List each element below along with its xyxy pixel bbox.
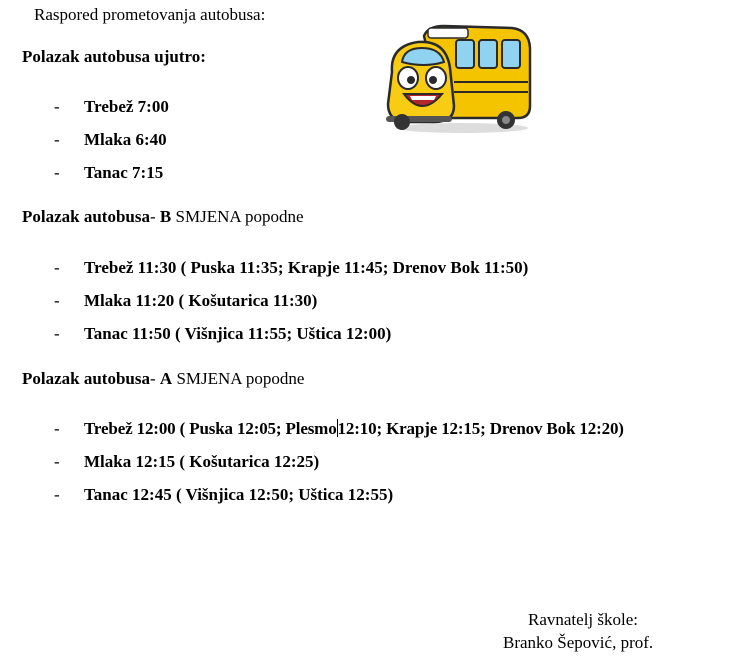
shift-b-heading: Polazak autobusa- B SMJENA popodne xyxy=(22,207,304,226)
list-item: Trebež 11:30 ( Puska 11:35; Krapje 11:45; Drenov Bok 11:50) xyxy=(84,258,529,277)
list-bullet: - xyxy=(54,258,60,277)
list-item: Trebež 12:00 ( Puska 12:05; Plesmo12:10; Krapje 12:15; Drenov Bok 12:20) xyxy=(84,419,624,438)
list-item: Trebež 7:00 xyxy=(84,97,169,116)
list-item: Mlaka 6:40 xyxy=(84,130,167,149)
list-bullet: - xyxy=(54,291,60,310)
list-item: Tanac 12:45 ( Višnjica 12:50; Uštica 12:55) xyxy=(84,485,394,504)
morning-heading: Polazak autobusa ujutro: xyxy=(22,47,206,66)
list-item: Mlaka 12:15 ( Košutarica 12:25) xyxy=(84,452,320,471)
school-bus-icon xyxy=(384,22,534,134)
signature-title: Ravnatelj škole: xyxy=(528,610,639,629)
list-bullet: - xyxy=(54,485,60,504)
list-item: Tanac 11:50 ( Višnjica 11:55; Uštica 12:00) xyxy=(84,324,392,343)
list-item: Mlaka 11:20 ( Košutarica 11:30) xyxy=(84,291,318,310)
list-bullet: - xyxy=(54,452,60,471)
list-bullet: - xyxy=(54,419,60,438)
page-title: Raspored prometovanja autobusa: xyxy=(34,5,266,24)
signature-name: Branko Šepović, prof. xyxy=(503,633,654,652)
shift-a-heading: Polazak autobusa- A SMJENA popodne xyxy=(22,369,305,388)
list-bullet: - xyxy=(54,130,60,149)
list-bullet: - xyxy=(54,97,60,116)
list-bullet: - xyxy=(54,324,60,343)
list-bullet: - xyxy=(54,163,60,182)
list-item: Tanac 7:15 xyxy=(84,163,164,182)
